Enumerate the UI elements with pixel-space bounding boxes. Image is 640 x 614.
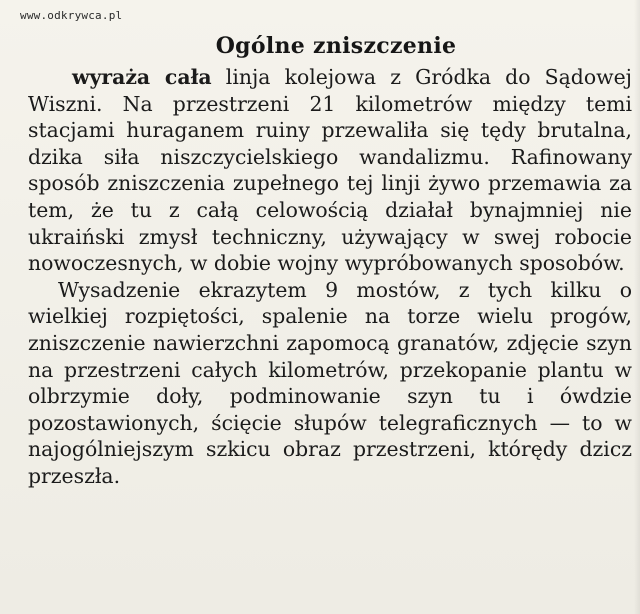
site-watermark: www.odkrywca.pl [20, 9, 123, 22]
paragraph-text: linja kolejowa z Gródka do Sądowej Wiszni. Na przestrzeni 21 kilometrów między temi stacjami huraganem ruiny przewaliła się tędy brutalna, dzika siła niszczycielskiego wandalizmu. Rafinowany sposób zniszczenia zupełnego tej linji żywo przemawia za tem, że tu z całą celowością działał bynajmniej nie ukraiński zmysł techniczny, używający w swej robocie nowoczesnych, w dobie wojny wypróbowanych sposobów. [28, 65, 632, 276]
page-edge-shadow [634, 0, 640, 614]
article-headline: Ogólne zniszczenie [215, 33, 457, 59]
article-paragraph-1 [28, 64, 632, 277]
article-paragraph-2: Wysadzenie ekrazytem 9 mostów, z tych kilku o wielkiej rozpiętości, spalenie na torze wielu progów, zniszczenie nawierzchni zapomocą granatów, zdjęcie szyn na przestrzeni całych kilometrów, przekopanie plantu w olbrzymie doły, podminowanie szyn tu i ówdzie pozostawionych, ścięcie słupów telegraficznych — to w najogólniejszym szkicu obraz przestrzeni, którędy dzicz przeszła. [28, 277, 632, 488]
paragraph-lead: wyraża cała [72, 65, 212, 89]
article-body [28, 64, 632, 490]
